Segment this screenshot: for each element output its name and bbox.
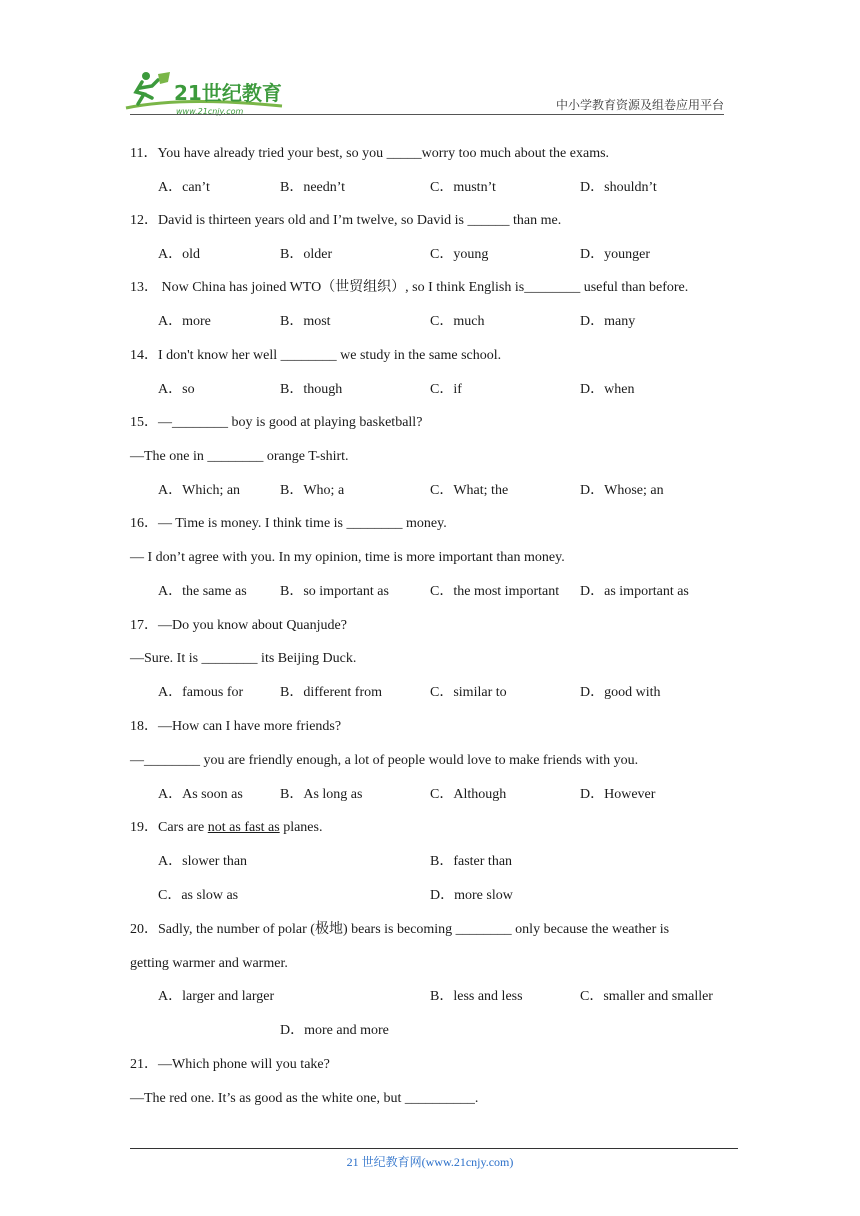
question-12-option-d[interactable]: D．younger bbox=[580, 247, 651, 262]
question-12-option-a[interactable]: A．old bbox=[158, 247, 201, 262]
footer-divider bbox=[130, 1148, 738, 1149]
question-19-stem: 19．Cars are not as fast as planes. bbox=[130, 820, 323, 835]
runner-logo-icon bbox=[122, 68, 292, 116]
question-16-option-d[interactable]: D．as important as bbox=[580, 584, 689, 599]
question-20-option-a[interactable]: A．larger and larger bbox=[158, 989, 275, 1004]
question-14-stem: 14．I don't know her well ________ we study in the same school. bbox=[130, 348, 502, 363]
question-11-stem: 11．You have already tried your best, so you _____worry too much about the exams. bbox=[130, 146, 610, 161]
question-15-option-a[interactable]: A．Which; an bbox=[158, 483, 241, 498]
question-20-option-c[interactable]: C．smaller and smaller bbox=[580, 989, 713, 1004]
question-21-stem: 21．—Which phone will you take? bbox=[130, 1057, 330, 1072]
question-14-option-a[interactable]: A．so bbox=[158, 382, 195, 397]
question-17-response: —Sure. It is ________ its Beijing Duck. bbox=[130, 651, 357, 666]
svg-text:www.21cnjy.com: www.21cnjy.com bbox=[176, 107, 244, 116]
question-15-option-b[interactable]: B．Who; a bbox=[280, 483, 345, 498]
question-16-stem: 16．— Time is money. I think time is ________ money. bbox=[130, 516, 447, 531]
question-14-option-d[interactable]: D．when bbox=[580, 382, 635, 397]
question-15-option-d[interactable]: D．Whose; an bbox=[580, 483, 664, 498]
question-12-option-c[interactable]: C．young bbox=[430, 247, 489, 262]
question-11-option-a[interactable]: A．can’t bbox=[158, 180, 210, 195]
question-19-option-b[interactable]: B．faster than bbox=[430, 854, 513, 869]
question-14-option-c[interactable]: C．if bbox=[430, 382, 462, 397]
question-11-option-b[interactable]: B．needn’t bbox=[280, 180, 346, 195]
page-header bbox=[0, 0, 860, 120]
question-13-stem: 13． Now China has joined WTO（世贸组织）, so I think English is________ useful than before. bbox=[130, 280, 689, 295]
question-15-response: —The one in ________ orange T-shirt. bbox=[130, 449, 349, 464]
question-18-option-b[interactable]: B．As long as bbox=[280, 787, 363, 802]
question-18-option-a[interactable]: A．As soon as bbox=[158, 787, 243, 802]
question-13-option-c[interactable]: C．much bbox=[430, 314, 485, 329]
site-logo bbox=[122, 68, 292, 116]
question-17-option-c[interactable]: C．similar to bbox=[430, 685, 507, 700]
question-17-option-b[interactable]: B．different from bbox=[280, 685, 382, 700]
question-19-option-d[interactable]: D．more slow bbox=[430, 888, 513, 903]
platform-tagline: 中小学教育资源及组卷应用平台 bbox=[555, 98, 724, 112]
question-20-stem: 20．Sadly, the number of polar (极地) bears is becoming ________ only because the weather is bbox=[130, 922, 670, 937]
question-18-stem: 18．—How can I have more friends? bbox=[130, 719, 342, 734]
question-16-option-c[interactable]: C．the most important bbox=[430, 584, 560, 599]
question-13-option-b[interactable]: B．most bbox=[280, 314, 331, 329]
question-11-option-d[interactable]: D．shouldn’t bbox=[580, 180, 657, 195]
question-17-option-d[interactable]: D．good with bbox=[580, 685, 661, 700]
question-19-option-a[interactable]: A．slower than bbox=[158, 854, 248, 869]
question-14-option-b[interactable]: B．though bbox=[280, 382, 343, 397]
question-15-option-c[interactable]: C．What; the bbox=[430, 483, 509, 498]
footer-source[interactable]: 21 世纪教育网(www.21cnjy.com) bbox=[346, 1155, 514, 1169]
question-19-option-c[interactable]: C．as slow as bbox=[158, 888, 239, 903]
question-12-option-b[interactable]: B．older bbox=[280, 247, 333, 262]
question-11-option-c[interactable]: C．mustn’t bbox=[430, 180, 496, 195]
question-20-stem-continued: getting warmer and warmer. bbox=[130, 956, 288, 971]
question-13-option-d[interactable]: D．many bbox=[580, 314, 636, 329]
question-17-stem: 17．—Do you know about Quanjude? bbox=[130, 618, 347, 633]
question-12-stem: 12．David is thirteen years old and I’m twelve, so David is ______ than me. bbox=[130, 213, 562, 228]
underlined-phrase: not as fast as bbox=[207, 820, 280, 835]
question-18-option-c[interactable]: C．Although bbox=[430, 787, 507, 802]
question-17-option-a[interactable]: A．famous for bbox=[158, 685, 244, 700]
question-16-response: — I don’t agree with you. In my opinion, time is more important than money. bbox=[130, 550, 565, 565]
question-20-option-b[interactable]: B．less and less bbox=[430, 989, 523, 1004]
header-divider bbox=[130, 114, 724, 115]
question-13-option-a[interactable]: A．more bbox=[158, 314, 211, 329]
question-15-stem: 15．—________ boy is good at playing basketball? bbox=[130, 415, 423, 430]
question-21-response: —The red one. It’s as good as the white one, but __________. bbox=[130, 1091, 479, 1106]
svg-text:21世纪教育: 21世纪教育 bbox=[174, 81, 282, 105]
question-18-option-d[interactable]: D．However bbox=[580, 787, 656, 802]
question-20-option-d[interactable]: D．more and more bbox=[280, 1023, 389, 1038]
question-18-response: —________ you are friendly enough, a lot of people would love to make friends with you. bbox=[130, 753, 639, 768]
question-16-option-b[interactable]: B．so important as bbox=[280, 584, 389, 599]
question-16-option-a[interactable]: A．the same as bbox=[158, 584, 247, 599]
